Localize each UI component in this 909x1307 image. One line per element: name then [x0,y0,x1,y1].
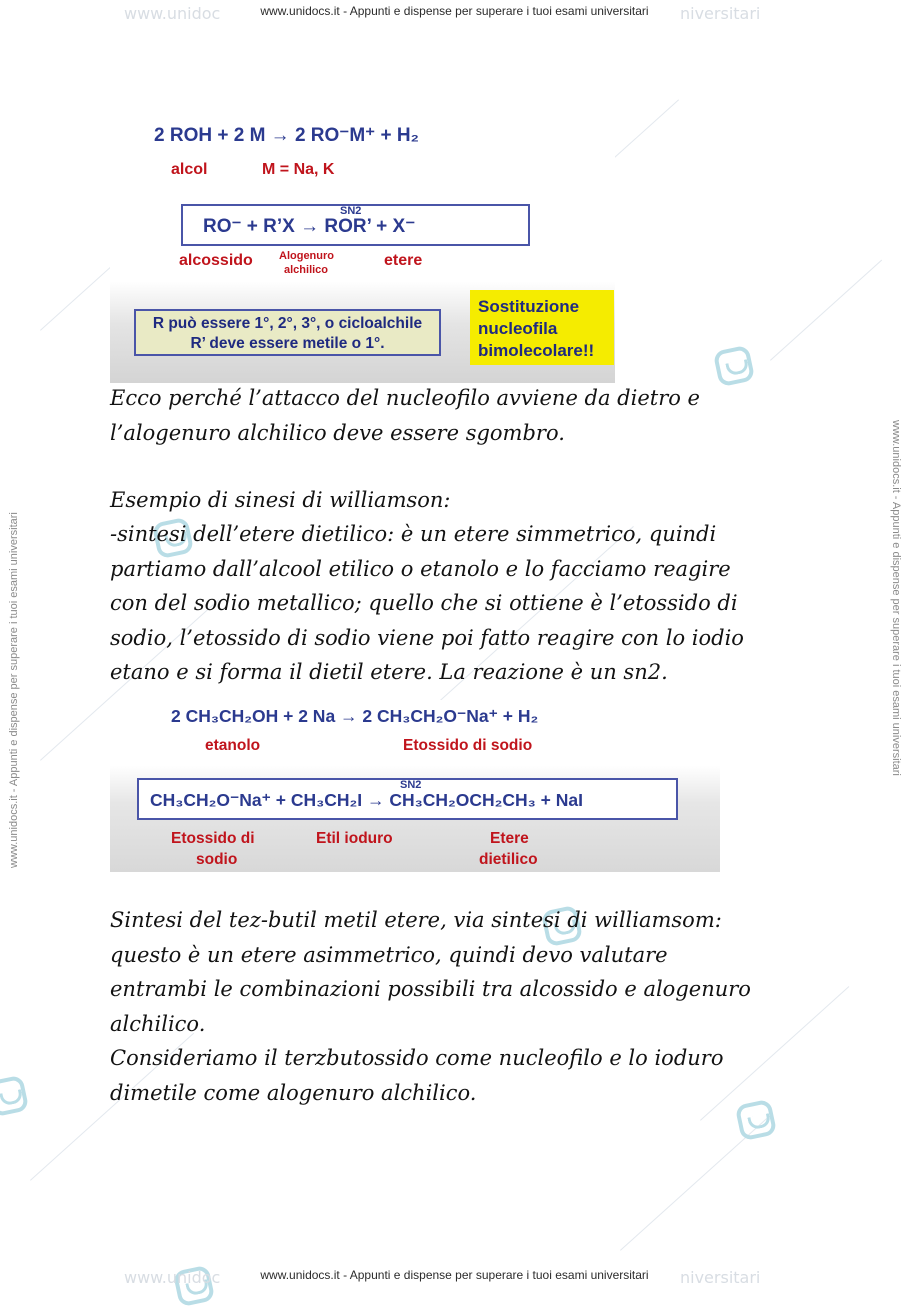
label-alogenuro-line1: Alogenuro [279,250,334,262]
text-line: dimetile come alogenuro alchilico. [110,1081,477,1105]
label-metal: M = Na, K [262,161,335,178]
text-line: partiamo dall’alcool etilico o etanolo e lo facciamo reagire [110,557,731,581]
text-line: con del sodio metallico; quello che si ottiene è l’etossido di [110,591,738,615]
badge-line2: nucleofila [478,319,558,338]
text-line: -sintesi dell’etere dietilico: è un etere simmetrico, quindi [110,522,717,546]
label-etanolo: etanolo [205,737,261,754]
sn2-badge [470,290,614,365]
header-watermark-prefix: www.unidoc [124,4,221,23]
text-line: alchilico. [110,1012,206,1036]
label-alcossido: alcossido [179,252,253,269]
label-alogenuro-line2: alchilico [284,264,329,276]
left-side-watermark: www.unidocs.it - Appunti e dispense per superare i tuoi esami universitari [8,512,20,868]
sn2-label: SN2 [340,205,362,217]
label-alcol: alcol [171,161,208,178]
reaction-ethanol-sodium: 2 CH₃CH₂OH + 2 Na → 2 CH₃CH₂O⁻Na⁺ + H₂ [171,706,539,726]
text-line: sodio, l’etossido di sodio viene poi fatto reagire con lo iodio [110,626,744,650]
condition-note [134,309,441,356]
right-side-watermark: www.unidocs.it - Appunti e dispense per superare i tuoi esami universitari [890,420,902,776]
page-footer [0,1268,909,1287]
text-line: etano e si forma il dietil etere. La reazione è un sn2. [110,660,668,684]
footer-watermark-prefix: www.unidoc [124,1268,221,1287]
header-text[interactable]: www.unidocs.it - Appunti e dispense per superare i tuoi esami universitari [260,4,649,18]
text-line: Sintesi del tez-butil metil etere, via sintesi di williamsom: [110,908,722,932]
label-etere: etere [384,252,423,269]
text-line: questo è un etere asimmetrico, quindi devo valutare [110,943,668,967]
sn2-label: SN2 [400,779,422,791]
reaction-sn2-diethyl: CH₃CH₂O⁻Na⁺ + CH₃CH₂I → CH₃CH₂OCH₂CH₃ + NaI [150,790,583,810]
label-etere-line2: dietilico [479,851,538,868]
badge-line1: Sostituzione [478,297,580,316]
text-line: Consideriamo il terzbutossido come nucleofilo e lo ioduro [110,1046,724,1070]
page-header [0,4,909,23]
unidocs-logo-icon [713,345,756,388]
footer-text[interactable]: www.unidocs.it - Appunti e dispense per superare i tuoi esami universitari [260,1268,649,1282]
text-line: Esempio di sinesi di williamson: [110,488,451,512]
reaction-sn2: RO⁻ + R’X → ROR’ + X⁻ [203,216,416,237]
unidocs-logo-icon [0,1075,29,1118]
note-line2: R’ deve essere metile o 1°. [190,335,385,352]
header-watermark-suffix: niversitari [680,4,761,23]
unidocs-logo-icon [735,1099,778,1142]
note-line1: R può essere 1°, 2°, 3°, o cicloalchile [152,315,423,332]
watermark-line [770,260,882,361]
label-etossido-line1: Etossido di [171,830,255,847]
label-etossido-line2: sodio [196,851,238,868]
text-line: Ecco perché l’attacco del nucleofilo avviene da dietro e [110,386,700,410]
text-line: l’alogenuro alchilico deve essere sgombro. [110,421,565,445]
text-line: entrambi le combinazioni possibili tra alcossido e alogenuro [110,977,751,1001]
badge-line3: bimolecolare!! [478,341,595,360]
label-etossido-di-sodio: Etossido di sodio [403,737,533,754]
footer-watermark-suffix: niversitari [680,1268,761,1287]
label-etere-line1: Etere [490,830,529,847]
reaction-alcohol-metal: 2 ROH + 2 M → 2 RO⁻M⁺ + H₂ [154,125,419,146]
label-etil-ioduro: Etil ioduro [316,830,393,847]
